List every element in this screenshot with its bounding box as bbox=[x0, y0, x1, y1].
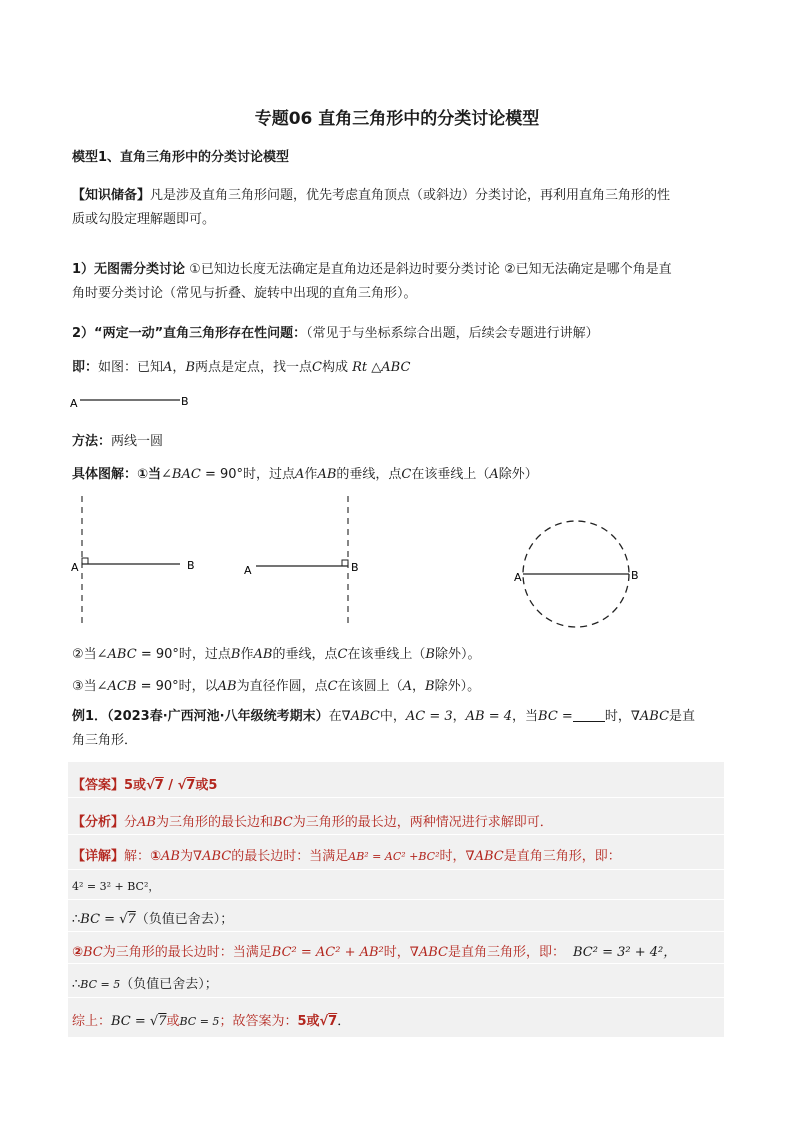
ji-point-a: A bbox=[163, 360, 173, 375]
example-t2: 中， bbox=[379, 709, 406, 724]
summary-t3: ；故答案为： bbox=[219, 1014, 298, 1029]
case-3-eq: = 90° bbox=[136, 679, 179, 694]
analysis-line bbox=[72, 811, 553, 830]
case-2-t5: 除外）。 bbox=[434, 647, 481, 662]
point-1-text-2: 角时要分类讨论（常见与折叠、旋转中出现的直角三角形）。 bbox=[72, 286, 417, 301]
answer-box-divider bbox=[68, 834, 724, 835]
example-t3: ，当 bbox=[512, 709, 539, 724]
case-2-angle: ∠ABC bbox=[96, 647, 137, 662]
detail-c: C bbox=[401, 467, 412, 482]
figure-2-right-angle-mark bbox=[342, 560, 348, 566]
knowledge-tag: 【知识储备】 bbox=[72, 188, 151, 203]
detail-solution-t1: 为 bbox=[180, 849, 194, 864]
case-2-t1: 时，过点 bbox=[178, 647, 231, 662]
case-3-t2: 为直径作圆，点 bbox=[236, 679, 328, 694]
ji-line bbox=[72, 356, 410, 375]
answer-box-divider bbox=[68, 997, 724, 998]
detail-t5: 除外） bbox=[498, 467, 538, 482]
segment-label-b: B bbox=[181, 395, 189, 408]
answer-box-divider bbox=[68, 869, 724, 870]
ji-sep: ， bbox=[172, 360, 186, 375]
detail-solution-case-1: ① bbox=[150, 849, 162, 864]
result-1-bc: BC = bbox=[80, 912, 120, 927]
summary-t1: 综上： bbox=[72, 1014, 112, 1029]
answer-box-divider bbox=[68, 963, 724, 964]
detail-t3: 的垂线，点 bbox=[336, 467, 402, 482]
ji-text-b: 两点是定点，找一点 bbox=[195, 360, 313, 375]
detail-t2: 作 bbox=[304, 467, 318, 482]
summary-radicand-2: 7 bbox=[328, 1014, 338, 1029]
ji-rt: Rt bbox=[352, 360, 368, 375]
example-t5: 是直 bbox=[669, 709, 696, 724]
detail-solution-t4: 是直角三角形，即： bbox=[503, 849, 621, 864]
case-3-t3: 在该圆上（ bbox=[337, 679, 403, 694]
case-b-eq: BC² = AC² + AB² bbox=[271, 945, 384, 960]
ji-triangle-symbol: △ bbox=[371, 360, 382, 375]
sqrt-symbol: √ bbox=[146, 778, 155, 793]
point-1-text-1: ①已知边长度无法确定是直角边还是斜边时要分类讨论 ②已知无法确定是哪个角是直 bbox=[185, 262, 672, 277]
ji-point-c: C bbox=[312, 360, 322, 375]
case-3-t4: 除外）。 bbox=[434, 679, 481, 694]
case-b-eq2: BC² = 3² + 4²， bbox=[573, 945, 677, 960]
result-1-therefore: ∴ bbox=[72, 912, 81, 927]
page-title: 专题06 直角三角形中的分类讨论模型 bbox=[254, 109, 540, 129]
sqrt-symbol: √ bbox=[119, 912, 128, 927]
analysis-ab: AB bbox=[137, 815, 156, 830]
case-3-sep: ， bbox=[411, 679, 425, 694]
detail-solution-t0: 解： bbox=[124, 849, 151, 864]
figure-1-right-angle-mark bbox=[82, 558, 88, 564]
detail-solution-triangle-2: ∇ABC bbox=[465, 849, 504, 864]
detail-line bbox=[72, 463, 538, 482]
ji-label: 即： bbox=[72, 360, 99, 375]
example-triangle: ∇ABC bbox=[341, 709, 380, 724]
detail-solution-eq: AB² = AC² +BC² bbox=[348, 850, 440, 863]
summary-a1: 5或 bbox=[297, 1014, 320, 1029]
case-2-marker: ②当 bbox=[72, 647, 97, 662]
case-2-c: C bbox=[337, 647, 348, 662]
case-2-line bbox=[72, 643, 481, 662]
example-ab: AB = 4 bbox=[465, 709, 513, 724]
sqrt-symbol: √ bbox=[177, 778, 187, 793]
ji-point-b: B bbox=[185, 360, 195, 375]
figure-3-label-b: B bbox=[631, 569, 639, 582]
result-line-2 bbox=[72, 973, 218, 992]
segment-label-a: A bbox=[70, 397, 78, 410]
knowledge-text-1: 凡是涉及直角三角形问题，优先考虑直角顶点（或斜边）分类讨论，再利用直角三角形的性 bbox=[150, 188, 671, 203]
figure-1-label-a: A bbox=[71, 561, 79, 574]
method-text: 两线一圆 bbox=[111, 434, 164, 449]
case-3-c: C bbox=[327, 679, 338, 694]
answer-a1: 5或 bbox=[124, 778, 147, 793]
result-1-radicand: 7 bbox=[127, 912, 136, 927]
equation-line-1: 4² = 3² + BC²， bbox=[72, 880, 160, 893]
detail-solution-triangle: ∇ABC bbox=[193, 849, 232, 864]
example-line-2: 角三角形． bbox=[72, 733, 138, 748]
summary-line bbox=[72, 1010, 350, 1029]
case-3-marker: ③当 bbox=[72, 679, 97, 694]
case-2-t4: 在该垂线上（ bbox=[347, 647, 426, 662]
analysis-bc: BC bbox=[273, 815, 293, 830]
ji-text-a: 如图：已知 bbox=[98, 360, 164, 375]
example-ac: AC = 3 bbox=[405, 709, 453, 724]
section-heading: 模型1、直角三角形中的分类讨论模型 bbox=[72, 150, 290, 165]
detail-a: A bbox=[295, 467, 305, 482]
point-2-text: （常见于与坐标系综合出题，后续会专题进行讲解） bbox=[306, 326, 599, 341]
detail-case-1: ①当 bbox=[137, 467, 162, 482]
answer-tag: 【答案】 bbox=[72, 778, 125, 793]
detail-ab: AB bbox=[317, 467, 337, 482]
example-bc: BC = bbox=[538, 709, 573, 724]
case-b-bc: BC bbox=[83, 945, 103, 960]
answer-radicand-2: 7 bbox=[186, 778, 196, 793]
example-t1: 在 bbox=[328, 709, 342, 724]
point-1-label: 1）无图需分类讨论 bbox=[72, 262, 186, 277]
figure-2-label-b: B bbox=[351, 561, 359, 574]
case-3-t1: 时，以 bbox=[178, 679, 218, 694]
case-b-line bbox=[72, 941, 676, 960]
detail-angle: ∠BAC bbox=[161, 467, 201, 482]
case-3-angle: ∠ACB bbox=[96, 679, 137, 694]
case-2-b2: B bbox=[425, 647, 435, 662]
figure-perpendicular-at-a bbox=[68, 492, 208, 628]
case-3-line bbox=[72, 675, 480, 694]
detail-solution-tag: 【详解】 bbox=[72, 849, 125, 864]
figure-3-label-a: A bbox=[514, 571, 522, 584]
case-b-t3: 是直角三角形，即： bbox=[447, 945, 565, 960]
summary-bc1: BC = bbox=[111, 1014, 150, 1029]
case-2-t3: 的垂线，点 bbox=[272, 647, 338, 662]
ji-text-c: 构成 bbox=[321, 360, 348, 375]
point-1-paragraph bbox=[72, 258, 722, 306]
summary-radicand-1: 7 bbox=[158, 1014, 167, 1029]
detail-label: 具体图解： bbox=[72, 467, 138, 482]
example-triangle-2: ∇ABC bbox=[630, 709, 670, 724]
answer-radicand-1: 7 bbox=[154, 778, 164, 793]
detail-a2: A bbox=[489, 467, 499, 482]
case-3-b: B bbox=[425, 679, 435, 694]
result-line-1 bbox=[72, 908, 233, 927]
knowledge-paragraph bbox=[72, 184, 722, 232]
summary-t2: 或 bbox=[166, 1014, 180, 1029]
case-2-t2: 作 bbox=[240, 647, 254, 662]
summary-bc2: BC = 5 bbox=[179, 1015, 220, 1028]
example-1-paragraph bbox=[72, 705, 722, 753]
analysis-t3: 为三角形的最长边，两种情况进行求解即可． bbox=[292, 815, 553, 830]
result-2-therefore: ∴ bbox=[72, 977, 81, 992]
analysis-t1: 分 bbox=[124, 815, 138, 830]
analysis-tag: 【分析】 bbox=[72, 815, 125, 830]
case-b-t1: 为三角形的最长边时：当满足 bbox=[102, 945, 272, 960]
result-2-bc: BC = 5 bbox=[80, 978, 121, 991]
detail-solution-line bbox=[72, 845, 621, 864]
example-sep: ， bbox=[452, 709, 466, 724]
analysis-t2: 为三角形的最长边和 bbox=[155, 815, 273, 830]
answer-box-divider bbox=[68, 899, 724, 900]
sqrt-symbol: √ bbox=[319, 1014, 329, 1029]
figure-perpendicular-at-b bbox=[240, 492, 370, 628]
figure-circle-diameter-ab bbox=[508, 518, 648, 630]
answer-blank bbox=[573, 709, 605, 722]
answer-line bbox=[72, 774, 217, 793]
case-b-t2: 时， bbox=[383, 945, 410, 960]
knowledge-text-2: 质或勾股定理解题即可。 bbox=[72, 212, 216, 227]
detail-solution-t2: 的最长边时：当满足 bbox=[231, 849, 349, 864]
method-label: 方法： bbox=[72, 434, 112, 449]
answer-box-divider bbox=[68, 931, 724, 932]
figure-1-label-b: B bbox=[187, 559, 195, 572]
detail-eq: = 90° bbox=[200, 467, 244, 482]
result-2-note: （负值已舍去）； bbox=[120, 977, 218, 992]
detail-solution-ab: AB bbox=[161, 849, 180, 864]
example-source: （2023春·广西河池·八年级统考期末） bbox=[107, 709, 329, 724]
case-b-marker: ② bbox=[72, 945, 84, 960]
example-t4: 时， bbox=[604, 709, 631, 724]
case-3-ab: AB bbox=[217, 679, 237, 694]
ji-abc: ABC bbox=[381, 360, 411, 375]
point-2-line bbox=[72, 322, 599, 341]
detail-t1: 时，过点 bbox=[243, 467, 296, 482]
case-3-a: A bbox=[402, 679, 412, 694]
answer-a2: 或5 bbox=[195, 778, 218, 793]
detail-solution-t3: 时， bbox=[439, 849, 466, 864]
method-line bbox=[72, 430, 163, 449]
detail-t4: 在该垂线上（ bbox=[411, 467, 490, 482]
example-label: 例1． bbox=[72, 709, 108, 724]
sqrt-symbol: √ bbox=[149, 1014, 159, 1029]
segment-ab-figure bbox=[68, 390, 198, 414]
point-2-label: 2）“两定一动”直角三角形存在性问题： bbox=[72, 326, 307, 341]
case-2-eq: = 90° bbox=[136, 647, 179, 662]
case-2-b: B bbox=[230, 647, 241, 662]
case-b-triangle: ∇ABC bbox=[409, 945, 448, 960]
result-1-note: （负值已舍去）； bbox=[135, 912, 234, 927]
answer-box-divider bbox=[68, 797, 724, 798]
figure-2-label-a: A bbox=[244, 564, 252, 577]
case-2-ab: AB bbox=[253, 647, 273, 662]
summary-t4: ． bbox=[337, 1014, 351, 1029]
answer-slash: / bbox=[163, 778, 178, 793]
